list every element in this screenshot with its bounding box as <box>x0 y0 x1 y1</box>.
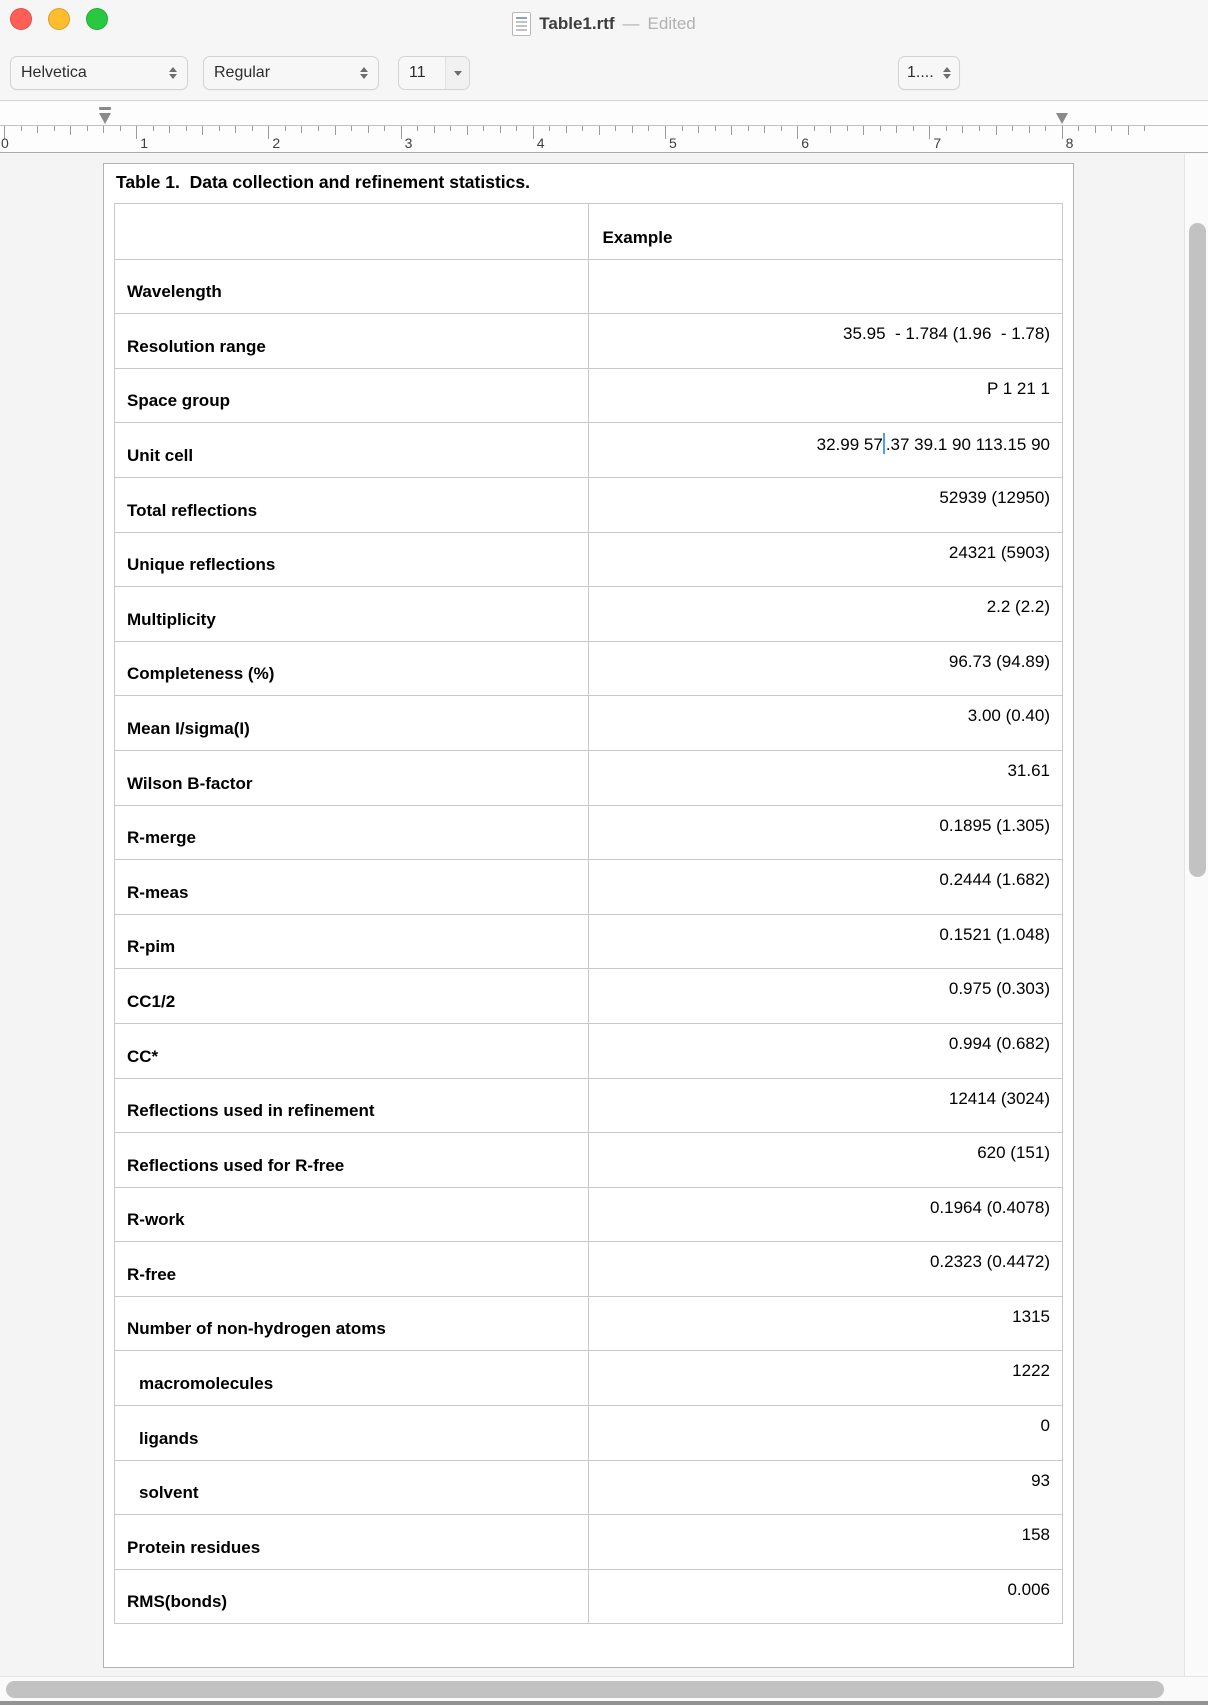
horizontal-scrollbar[interactable] <box>0 1676 1208 1701</box>
window-title-group <box>0 0 1208 48</box>
ruler <box>0 102 1208 153</box>
ruler-tick <box>516 126 517 131</box>
value-cell[interactable] <box>591 533 1063 587</box>
ruler-tick <box>417 126 418 131</box>
ruler-tick <box>54 126 55 131</box>
font-style-value: Regular <box>214 64 271 81</box>
ruler-tick <box>929 126 930 139</box>
label-cell[interactable] <box>115 969 589 1023</box>
label-cell[interactable] <box>115 314 589 368</box>
right-indent-marker[interactable] <box>1056 113 1068 124</box>
row-value: 0.994 (0.682) <box>948 1033 1050 1053</box>
value-cell[interactable] <box>591 1188 1063 1242</box>
ruler-tick <box>1095 126 1096 133</box>
ruler-tick <box>70 126 71 135</box>
ruler-tick <box>599 126 600 135</box>
ruler-tick <box>698 126 699 133</box>
ruler-tick <box>351 126 352 131</box>
table-row <box>115 859 1062 914</box>
table-row <box>115 1078 1062 1133</box>
row-label: Completeness (%) <box>127 664 275 684</box>
label-cell[interactable] <box>115 204 589 259</box>
value-cell[interactable] <box>591 478 1063 532</box>
ruler-baseline <box>0 125 1208 126</box>
ruler-tick <box>103 126 104 133</box>
ruler-tick <box>467 126 468 135</box>
row-label: Unit cell <box>127 445 194 465</box>
vertical-scrollbar[interactable] <box>1184 154 1208 1705</box>
ruler-tick <box>582 126 583 131</box>
ruler-number: 1 <box>140 135 148 151</box>
row-label: R-meas <box>127 882 189 902</box>
row-value: 93 <box>1031 1470 1050 1490</box>
stepper-icon <box>169 67 177 79</box>
table-row <box>115 1132 1062 1187</box>
label-cell[interactable] <box>115 1406 589 1460</box>
row-label: CC* <box>127 1046 159 1066</box>
ruler-number: 2 <box>272 135 281 151</box>
document-icon[interactable] <box>512 12 531 36</box>
row-value: 0.1521 (1.048) <box>939 924 1050 944</box>
label-cell[interactable] <box>115 1570 589 1624</box>
ruler-tick <box>1078 126 1079 131</box>
row-value: 35.95 - 1.784 (1.96 - 1.78) <box>843 324 1050 344</box>
label-cell[interactable] <box>115 1515 589 1569</box>
value-cell[interactable] <box>591 587 1063 641</box>
table-row <box>115 695 1062 750</box>
row-value: 0.975 (0.303) <box>948 979 1050 999</box>
ruler-tick <box>318 126 319 131</box>
ruler-tick <box>946 126 947 131</box>
ruler-tick <box>814 126 815 131</box>
label-cell[interactable] <box>115 806 589 860</box>
ruler-tick <box>715 126 716 131</box>
ruler-tick <box>533 126 534 139</box>
ruler-tick <box>434 126 435 133</box>
value-cell[interactable] <box>591 1351 1063 1405</box>
table-row <box>115 204 1062 259</box>
row-value: 0.2323 (0.4472) <box>929 1252 1050 1272</box>
font-size-select[interactable] <box>398 56 470 90</box>
label-cell[interactable] <box>115 642 589 696</box>
document-area <box>0 154 1184 1705</box>
value-cell[interactable] <box>591 1024 1063 1078</box>
table-row <box>115 477 1062 532</box>
label-cell[interactable] <box>115 478 589 532</box>
value-cell[interactable] <box>591 969 1063 1023</box>
value-cell[interactable] <box>591 1461 1063 1515</box>
ruler-tick <box>268 126 269 139</box>
ruler-tick <box>235 126 236 133</box>
ruler-tick <box>962 126 963 133</box>
ruler-tick <box>384 126 385 131</box>
label-cell[interactable] <box>115 915 589 969</box>
table-row <box>115 422 1062 477</box>
table-row <box>115 914 1062 969</box>
ruler-tick <box>748 126 749 131</box>
statistics-table <box>114 203 1063 1624</box>
value-cell[interactable] <box>591 204 1063 259</box>
ruler-number: 7 <box>933 135 942 151</box>
ruler-number: 0 <box>1 135 9 151</box>
row-value: 24321 (5903) <box>948 542 1050 562</box>
ruler-tick <box>1029 126 1030 133</box>
row-label: Space group <box>127 391 230 411</box>
row-value: 31.61 <box>1007 760 1050 780</box>
title-separator: — <box>622 14 640 33</box>
value-cell[interactable] <box>591 1133 1063 1187</box>
row-value: 0 <box>1040 1416 1050 1436</box>
row-value: 1315 <box>1012 1306 1050 1326</box>
edited-status: Edited <box>647 14 696 33</box>
table-row <box>115 1514 1062 1569</box>
ruler-tick <box>979 126 980 131</box>
ruler-tick <box>401 126 402 139</box>
ruler-tick <box>483 126 484 131</box>
row-label: Multiplicity <box>127 609 216 629</box>
ruler-tick <box>153 126 154 131</box>
table-row <box>115 1296 1062 1351</box>
row-label: R-work <box>127 1210 185 1230</box>
line-spacing-stepper[interactable] <box>898 56 960 90</box>
value-cell[interactable] <box>591 369 1063 423</box>
label-cell[interactable] <box>115 260 589 314</box>
row-value: 0.006 <box>1007 1579 1050 1599</box>
value-cell[interactable] <box>591 423 1063 477</box>
label-cell[interactable] <box>115 1297 589 1351</box>
row-value: 0.2444 (1.682) <box>939 870 1050 890</box>
ruler-number: 4 <box>536 135 545 151</box>
dropdown-icon[interactable] <box>445 57 469 89</box>
ruler-tick <box>847 126 848 131</box>
row-label: R-pim <box>127 937 176 957</box>
table-row <box>115 586 1062 641</box>
ruler-tick <box>1045 126 1046 131</box>
table-row <box>115 313 1062 368</box>
ruler-tick <box>863 126 864 135</box>
row-label: Number of non-hydrogen atoms <box>127 1319 386 1339</box>
table-caption[interactable]: Table 1. Data collection and refinement statistics. <box>116 172 530 192</box>
row-value: 620 (151) <box>977 1143 1050 1163</box>
row-value: 2.2 (2.2) <box>986 597 1050 617</box>
value-cell[interactable] <box>591 1297 1063 1351</box>
font-style-select[interactable] <box>203 56 379 90</box>
label-cell[interactable] <box>115 369 589 423</box>
value-text-before-cursor: 32.99 57 <box>816 435 883 455</box>
ruler-tick <box>830 126 831 133</box>
table-row <box>115 1241 1062 1296</box>
row-value: 0.1964 (0.4078) <box>929 1197 1050 1217</box>
row-label: R-merge <box>127 828 196 848</box>
ruler-tick <box>731 126 732 135</box>
ruler-tick <box>764 126 765 133</box>
value-cell[interactable] <box>591 860 1063 914</box>
row-value: 12414 (3024) <box>948 1088 1050 1108</box>
value-cell[interactable] <box>591 314 1063 368</box>
ruler-tick <box>87 126 88 131</box>
ruler-tick <box>1062 126 1063 139</box>
ruler-tick <box>1128 126 1129 135</box>
ruler-tick <box>219 126 220 131</box>
table-row <box>115 750 1062 805</box>
row-value: 1222 <box>1012 1361 1050 1381</box>
ruler-tick <box>1144 126 1145 131</box>
label-cell[interactable] <box>115 533 589 587</box>
vertical-scrollbar-thumb[interactable] <box>1189 223 1206 877</box>
ruler-tick <box>797 126 798 139</box>
table-row <box>115 259 1062 314</box>
stepper-icon <box>943 67 951 79</box>
ruler-tick <box>549 126 550 131</box>
table-row <box>115 368 1062 423</box>
value-cell[interactable] <box>591 1515 1063 1569</box>
row-label: Unique reflections <box>127 555 276 575</box>
value-cell[interactable] <box>591 1570 1063 1624</box>
row-label: Resolution range <box>127 336 266 356</box>
ruler-number: 3 <box>404 135 413 151</box>
ruler-tick <box>450 126 451 131</box>
label-cell[interactable] <box>115 1133 589 1187</box>
value-cell[interactable] <box>591 1406 1063 1460</box>
row-label: Reflections used in refinement <box>127 1101 375 1121</box>
ruler-tick <box>368 126 369 133</box>
font-family-select[interactable] <box>10 56 188 90</box>
label-cell[interactable] <box>115 860 589 914</box>
ruler-tick <box>880 126 881 131</box>
ruler-tick <box>1111 126 1112 131</box>
ruler-tick <box>896 126 897 133</box>
row-value: P 1 21 1 <box>986 378 1050 398</box>
line-spacing-value: 1.... <box>907 64 934 81</box>
ruler-tick <box>335 126 336 135</box>
label-cell[interactable] <box>115 751 589 805</box>
window-title: Table1.rtf <box>539 14 615 33</box>
stepper-icon <box>360 67 368 79</box>
table-row <box>115 968 1062 1023</box>
value-text-after-cursor: .37 39.1 90 113.15 90 <box>885 435 1050 455</box>
ruler-tick <box>136 126 137 139</box>
row-label: Protein residues <box>127 1537 261 1557</box>
ruler-number: 6 <box>801 135 809 151</box>
horizontal-scrollbar-thumb[interactable] <box>6 1681 1164 1698</box>
table-row <box>115 641 1062 696</box>
table-row <box>115 1350 1062 1405</box>
table-row <box>115 1187 1062 1242</box>
ruler-number: 5 <box>669 135 677 151</box>
value-cell[interactable] <box>591 915 1063 969</box>
row-value: 3.00 (0.40) <box>967 706 1050 726</box>
ruler-tick <box>566 126 567 133</box>
label-cell[interactable] <box>115 587 589 641</box>
ruler-tick <box>202 126 203 135</box>
row-value: 158 <box>1021 1525 1050 1545</box>
label-cell[interactable] <box>115 423 589 477</box>
ruler-tick <box>169 126 170 133</box>
ruler-tick <box>120 126 121 131</box>
row-label: solvent <box>139 1483 199 1503</box>
value-cell[interactable] <box>591 751 1063 805</box>
label-cell[interactable] <box>115 696 589 750</box>
table-row <box>115 1405 1062 1460</box>
row-value <box>817 433 1050 455</box>
page[interactable] <box>103 163 1074 1668</box>
row-label: CC1/2 <box>127 991 176 1011</box>
table-row <box>115 1460 1062 1515</box>
ruler-tick <box>500 126 501 133</box>
row-label: macromolecules <box>139 1374 274 1394</box>
table-row <box>115 1023 1062 1078</box>
table-row <box>115 1569 1062 1624</box>
value-cell[interactable] <box>591 642 1063 696</box>
ruler-tick <box>37 126 38 133</box>
row-label: R-free <box>127 1264 177 1284</box>
ruler-tick <box>996 126 997 135</box>
ruler-tick <box>632 126 633 133</box>
titlebar <box>0 0 1208 48</box>
ruler-tick <box>285 126 286 131</box>
ruler-tick <box>913 126 914 131</box>
row-label: Wilson B-factor <box>127 773 253 793</box>
label-cell[interactable] <box>115 1242 589 1296</box>
row-value: 96.73 (94.89) <box>948 651 1050 671</box>
font-family-value: Helvetica <box>21 64 87 81</box>
ruler-tick <box>615 126 616 131</box>
row-value: 52939 (12950) <box>939 487 1050 507</box>
ruler-tick <box>781 126 782 131</box>
value-cell[interactable] <box>591 696 1063 750</box>
column-header: Example <box>602 227 673 247</box>
table-row <box>115 532 1062 587</box>
value-cell[interactable] <box>591 806 1063 860</box>
ruler-tick <box>682 126 683 131</box>
value-cell[interactable] <box>591 1079 1063 1133</box>
font-size-value: 11 <box>409 64 426 81</box>
ruler-tick <box>1012 126 1013 131</box>
left-indent-marker[interactable] <box>99 113 111 124</box>
row-label: RMS(bonds) <box>127 1592 228 1612</box>
row-label: Mean I/sigma(I) <box>127 718 250 738</box>
first-line-indent-marker[interactable] <box>99 107 111 110</box>
ruler-tick <box>301 126 302 133</box>
ruler-tick <box>186 126 187 131</box>
table-row <box>115 805 1062 860</box>
ruler-tick <box>252 126 253 131</box>
row-label: ligands <box>139 1428 199 1448</box>
row-value: 0.1895 (1.305) <box>939 815 1050 835</box>
label-cell[interactable] <box>115 1351 589 1405</box>
value-cell[interactable] <box>591 1242 1063 1296</box>
row-label: Total reflections <box>127 500 258 520</box>
row-label: Wavelength <box>127 282 222 302</box>
label-cell[interactable] <box>115 1461 589 1515</box>
window-bottom-edge <box>0 1701 1208 1705</box>
ruler-tick <box>21 126 22 131</box>
value-cell[interactable] <box>591 260 1063 314</box>
label-cell[interactable] <box>115 1079 589 1133</box>
ruler-number: 8 <box>1065 135 1074 151</box>
label-cell[interactable] <box>115 1188 589 1242</box>
row-label: Reflections used for R-free <box>127 1155 345 1175</box>
label-cell[interactable] <box>115 1024 589 1078</box>
format-toolbar <box>0 48 1208 101</box>
ruler-tick <box>665 126 666 139</box>
ruler-tick <box>648 126 649 131</box>
